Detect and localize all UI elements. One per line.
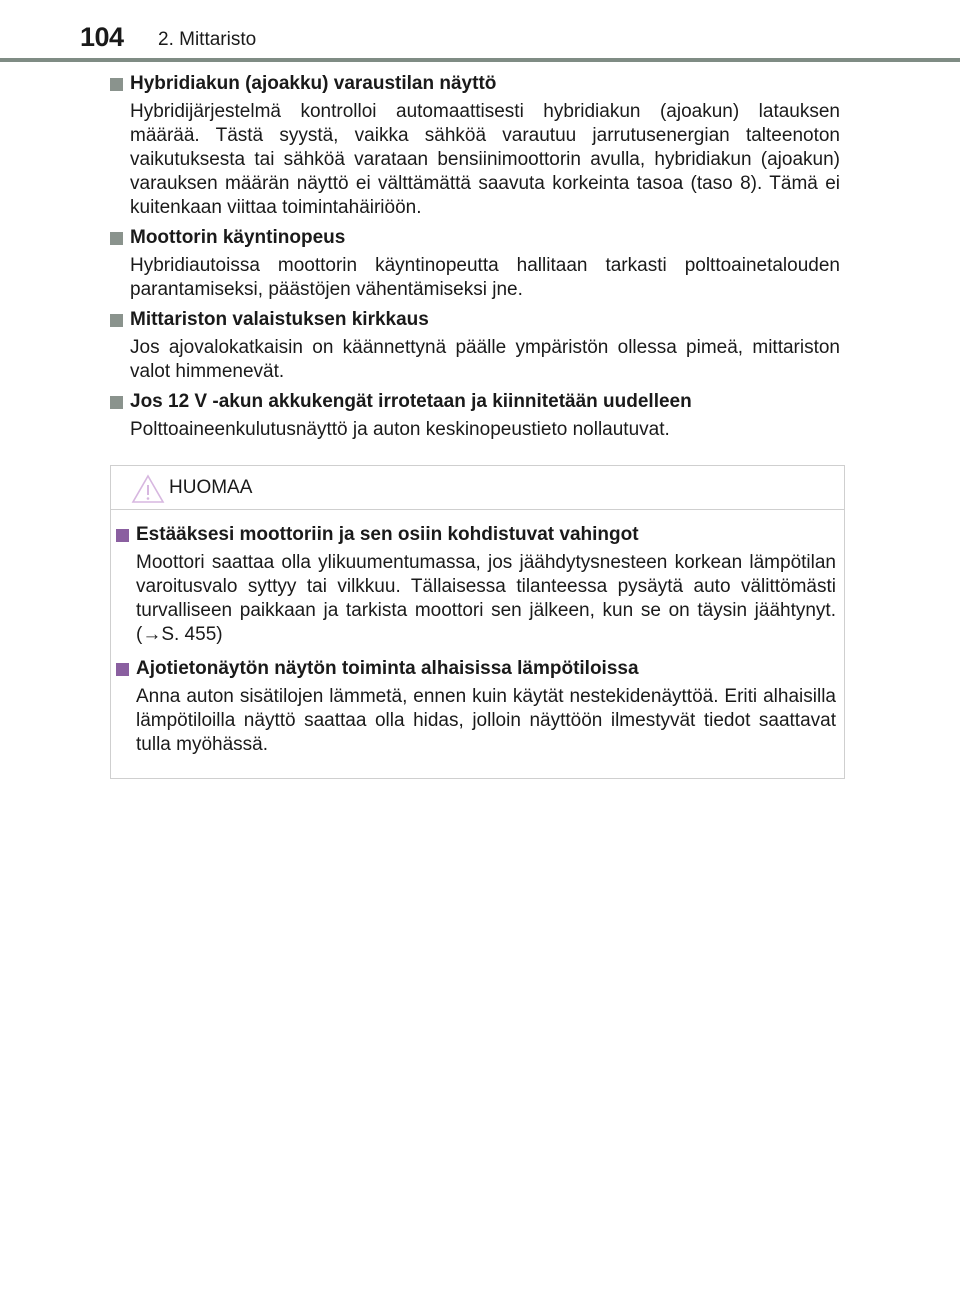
- notice-item-low-temperature: [116, 655, 836, 757]
- square-bullet-icon: [110, 314, 123, 327]
- section-heading: [110, 388, 840, 416]
- warning-triangle-icon: [131, 474, 165, 504]
- square-bullet-icon: [110, 232, 123, 245]
- square-bullet-icon: [116, 529, 129, 542]
- notice-item-heading: [116, 521, 836, 549]
- header-divider: [0, 58, 960, 62]
- section-heading-text: Moottorin käyntinopeus: [130, 227, 346, 248]
- section-heading: [110, 224, 840, 252]
- notice-box: [110, 465, 845, 779]
- notice-label: HUOMAA: [169, 477, 253, 498]
- section-body: Hybridijärjestelmä kontrolloi automaattisesti hybridiakun (ajoakun) latauksen määrää. Tästä syystä, vaikka sähköä varautuu jarrutusenergian talteenoton vaikutuksesta tai sähköä varataan bensiinimoottorin avulla, hybridiakun (ajoakun) varauksen määrän näyttö ei välttämättä saavuta korkeinta tasoa (taso 8). Tämä ei kuitenkaan viittaa toimintahäiriöön.: [130, 101, 840, 218]
- section-body: Jos ajovalokatkaisin on käännettynä päälle ympäristön ollessa pimeä, mittariston valot himmenevät.: [130, 337, 840, 382]
- square-bullet-icon: [110, 78, 123, 91]
- notice-item-heading-text: Estääksesi moottoriin ja sen osiin kohdistuvat vahingot: [136, 524, 639, 545]
- notice-item-engine-damage: [116, 521, 836, 647]
- chapter-title: 2. Mittaristo: [158, 29, 257, 50]
- section-heading-text: Mittariston valaistuksen kirkkaus: [130, 309, 429, 330]
- notice-item-heading: [116, 655, 836, 683]
- notice-item-heading-text: Ajotietonäytön näytön toiminta alhaisissa lämpötiloissa: [136, 658, 639, 679]
- page-number: 104: [80, 22, 124, 52]
- section-12v-battery: [110, 388, 840, 442]
- section-battery-display: [110, 70, 840, 220]
- section-engine-speed: [110, 224, 840, 302]
- section-heading-text: Jos 12 V -akun akkukengät irrotetaan ja kiinnitetään uudelleen: [130, 391, 692, 412]
- section-heading: [110, 70, 840, 98]
- section-heading-text: Hybridiakun (ajoakku) varaustilan näyttö: [130, 73, 497, 94]
- notice-item-body: Moottori saattaa olla ylikuumentumassa, jos jäähdytysnesteen korkean lämpötilan varoitusvalo syttyy tai vilkkuu. Tällaisessa tilanteessa pysäytä auto välittömästi turvalliseen paikkaan ja tarkista moottori sen jälkeen, kun se on täysin jäähtynyt. (→S. 455): [136, 552, 836, 645]
- page-header: [0, 0, 960, 64]
- section-heading: [110, 306, 840, 334]
- section-body: Polttoaineenkulutusnäyttö ja auton keskinopeustieto nollautuvat.: [130, 419, 670, 440]
- notice-header: [111, 466, 844, 510]
- section-illumination: [110, 306, 840, 384]
- square-bullet-icon: [116, 663, 129, 676]
- section-body: Hybridiautoissa moottorin käyntinopeutta hallitaan tarkasti polttoainetalouden parantamiseksi, päästöjen vähentämiseksi jne.: [130, 255, 840, 300]
- main-content: [110, 70, 840, 446]
- square-bullet-icon: [110, 396, 123, 409]
- notice-item-body: Anna auton sisätilojen lämmetä, ennen kuin käytät nestekidenäyttöä. Eriti alhaisilla lämpötiloilla näyttö saattaa olla hidas, jolloin näyttöön ilmestyvät tiedot saattavat tulla myöhässä.: [136, 686, 836, 755]
- notice-content: [116, 521, 836, 765]
